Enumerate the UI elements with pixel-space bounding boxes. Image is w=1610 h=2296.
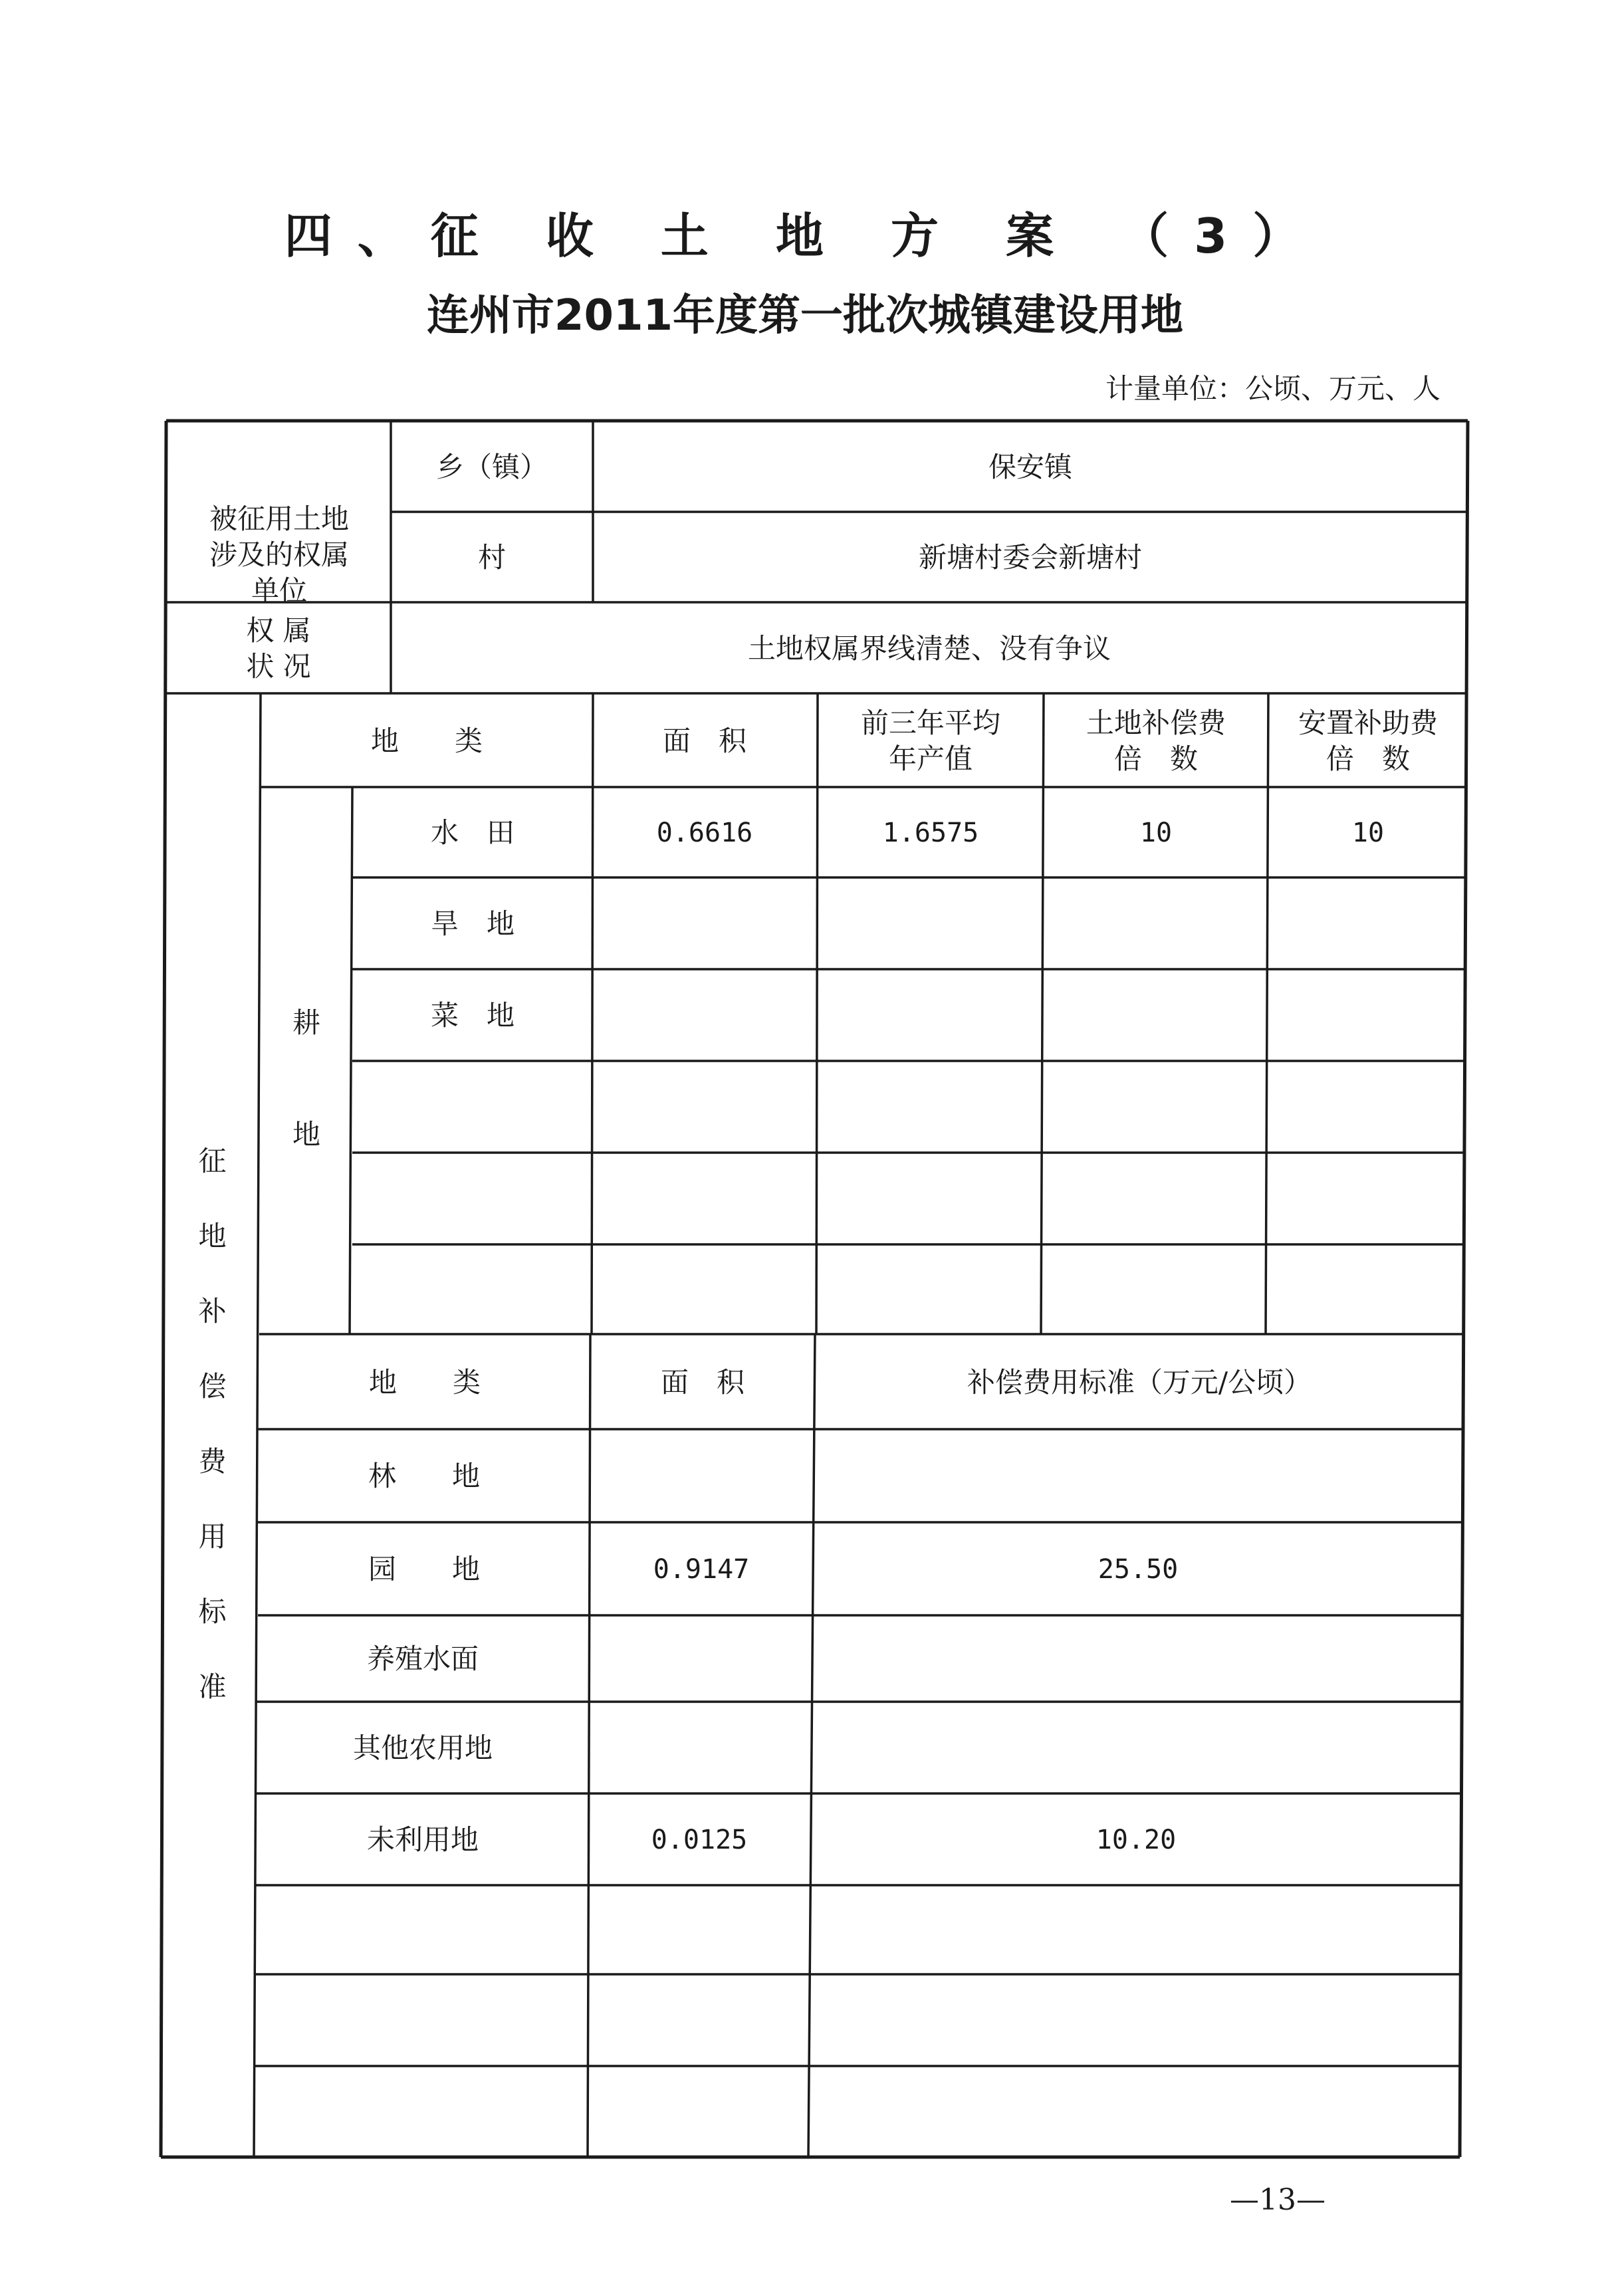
other-row-standard: 10.20 xyxy=(1095,1825,1177,1855)
page-subtitle: 连州市2011年度第一批次城镇建设用地 xyxy=(426,291,1184,340)
section-char: 标 xyxy=(198,1595,227,1628)
village-label: 村 xyxy=(477,541,506,574)
section-char: 偿 xyxy=(198,1370,227,1403)
other-row-type: 其他农用地 xyxy=(352,1732,493,1764)
cultivated-header-land-type: 地 类 xyxy=(370,724,483,757)
cultivated-row-type: 水 田 xyxy=(430,816,515,849)
cultivated-header-avg-output xyxy=(819,695,1042,787)
section-char: 费 xyxy=(198,1445,227,1478)
resettle-multiple-text: 安置补助费倍 数 xyxy=(1298,706,1438,775)
cultivated-row-avg-output: 1.6575 xyxy=(882,818,979,848)
cultivated-row-type: 菜 地 xyxy=(430,999,515,1032)
cultivated-row-type: 旱 地 xyxy=(430,907,515,940)
unit-note: 计量单位：公顷、万元、人 xyxy=(1105,372,1440,405)
other-row-area: 0.9147 xyxy=(653,1554,750,1585)
cultivated-header-resettle-multiple xyxy=(1270,695,1466,787)
township-value: 保安镇 xyxy=(988,450,1072,483)
land-multiple-text: 土地补偿费倍 数 xyxy=(1086,706,1226,775)
village-value: 新塘村委会新塘村 xyxy=(918,541,1142,574)
page-number: —13— xyxy=(1230,2183,1325,2217)
section-char: 补 xyxy=(198,1295,227,1327)
avg-output-text: 前三年平均年产值 xyxy=(860,706,1000,775)
other-row-type: 园 地 xyxy=(368,1553,480,1585)
status-value: 土地权属界线清楚、没有争议 xyxy=(747,631,1111,665)
page-title: 四、征 收 土 地 方 案 （3） xyxy=(284,208,1326,264)
ownership-label-text: 被征用土地涉及的权属单位 xyxy=(209,503,349,607)
other-row-area: 0.0125 xyxy=(651,1825,748,1855)
cultivated-row-resettle-multiple: 10 xyxy=(1351,818,1385,848)
cultivated-row-area: 0.6616 xyxy=(656,818,753,848)
compensation-section-label xyxy=(168,1123,257,1788)
status-label-text: 权 属 状 况 xyxy=(246,614,311,683)
cultivated-header-area: 面 积 xyxy=(662,724,747,757)
other-row-type: 林 地 xyxy=(368,1460,480,1492)
cultivated-row-land-multiple: 10 xyxy=(1139,818,1173,848)
cultivated-header-land-multiple xyxy=(1045,695,1267,787)
other-header-standard: 补偿费用标准（万元/公顷） xyxy=(967,1365,1312,1399)
other-row-standard: 25.50 xyxy=(1097,1554,1179,1585)
cultivated-group-label xyxy=(262,967,351,1167)
section-char: 征 xyxy=(198,1145,227,1177)
other-header-land-type: 地 类 xyxy=(368,1365,481,1399)
other-header-area: 面 积 xyxy=(660,1365,745,1399)
section-char: 准 xyxy=(198,1670,227,1703)
township-label: 乡（镇） xyxy=(435,450,548,483)
other-row-type: 养殖水面 xyxy=(366,1643,479,1675)
group-char: 地 xyxy=(292,1118,320,1151)
status-label xyxy=(168,604,390,693)
other-row-type: 未利用地 xyxy=(366,1823,479,1856)
section-char: 用 xyxy=(198,1520,227,1553)
group-char: 耕 xyxy=(292,1006,320,1039)
section-char: 地 xyxy=(198,1220,227,1252)
